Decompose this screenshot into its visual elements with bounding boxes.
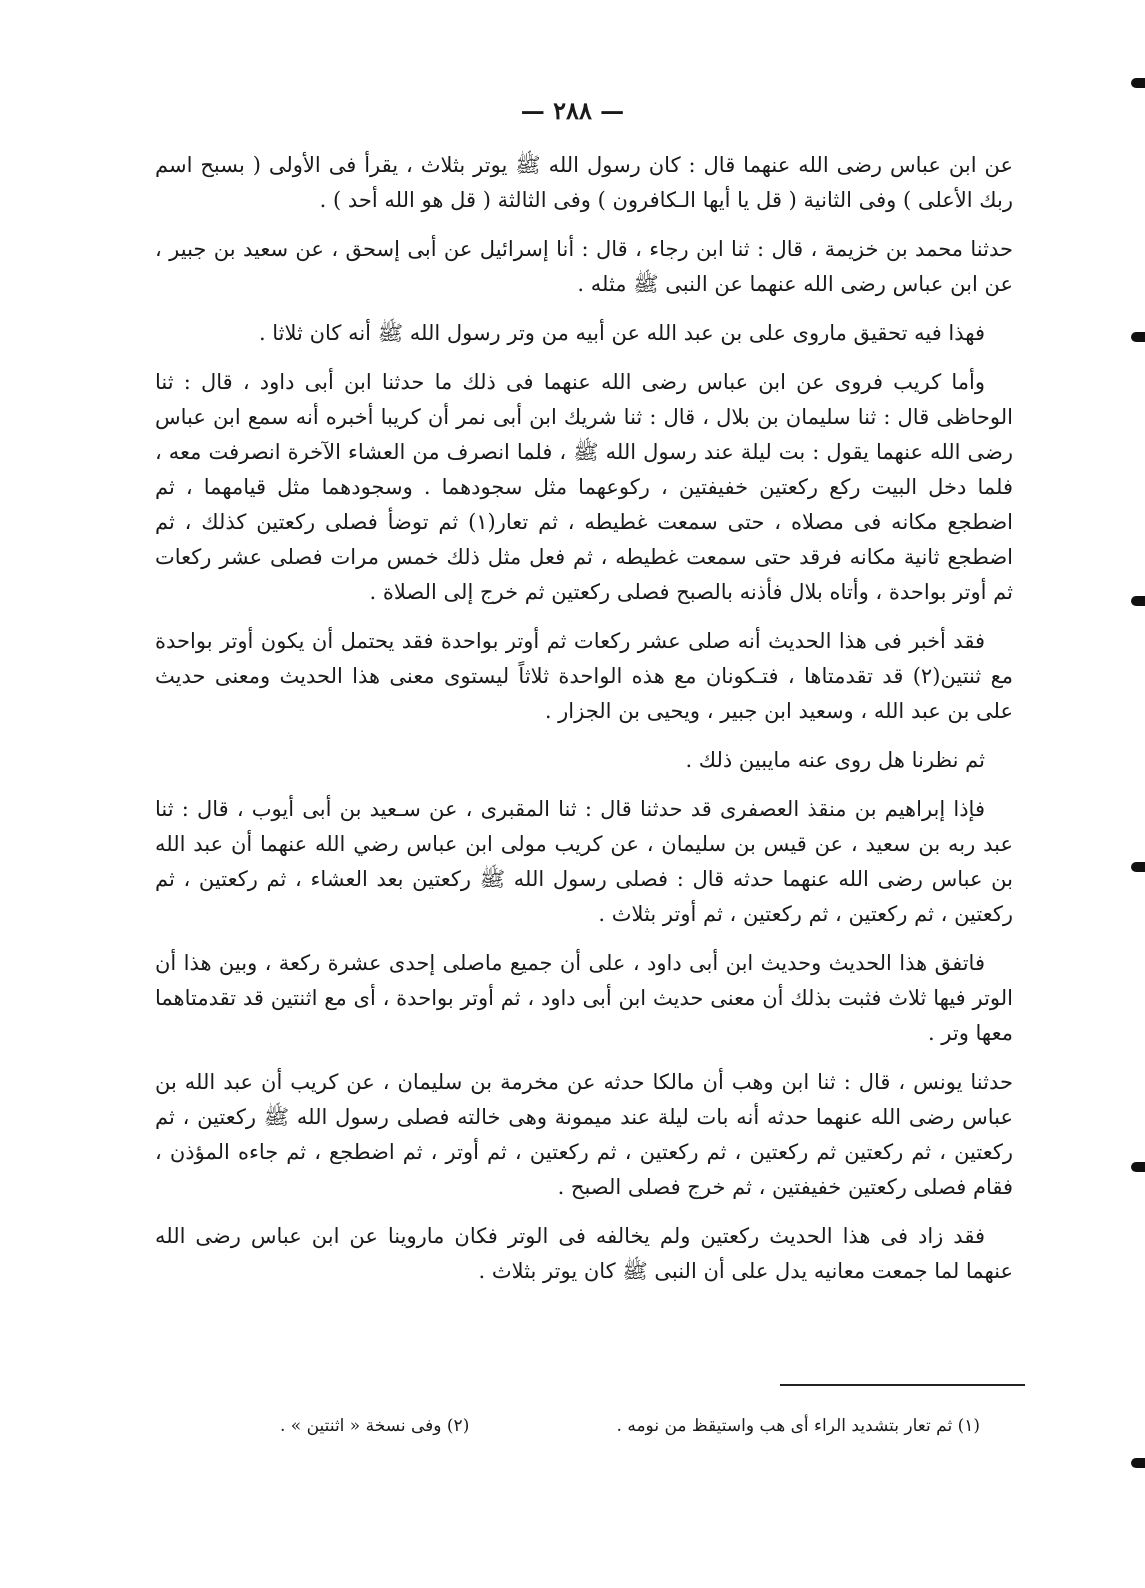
footnote-divider (780, 1384, 1025, 1386)
scan-edge-mark (1131, 1162, 1145, 1172)
scan-edge-mark (1131, 332, 1145, 342)
scan-edge-mark (1131, 596, 1145, 606)
paragraph-2: حدثنا محمد بن خزيمة ، قال : ثنا ابن رجاء ، قال : أنا إسرائيل عن أبى إسحق ، عن سعيد بن جبير ، عن ابن عباس رضى الله عنهما عن النبى ﷺ مثله . (155, 237, 1013, 296)
page-number: — ٢٨٨ — (520, 96, 625, 125)
scan-edge-mark (1131, 1458, 1145, 1468)
scan-edge-mark (1131, 862, 1145, 872)
paragraph-10: فقد زاد فى هذا الحديث ركعتين ولم يخالفه فى الوتر فكان ماروينا عن ابن عباس رضى الله عنهما لما جمعت معانيه يدل على أن النبى ﷺ كان يوتر بثلاث . (155, 1224, 1013, 1283)
paragraph-1: عن ابن عباس رضى الله عنهما قال : كان رسول الله ﷺ يوتر بثلاث ، يقرأ فى الأولى ( بسبح اسم ربك الأعلى ) وفى الثانية ( قل يا أيها الـكافرون ) وفى الثالثة ( قل هو الله أحد ) . (155, 153, 1013, 212)
paragraph-4: وأما كريب فروى عن ابن عباس رضى الله عنهما فى ذلك ما حدثنا ابن أبى داود ، قال : ثنا الوحاظى قال : ثنا سليمان بن بلال ، قال : ثنا شريك ابن أبى نمر أن كريبا أخبره أنه سمع ابن عباس رضى الله عنهما يقول : بت ليلة عند رسول الله ﷺ ، فلما انصرف من العشاء الآخرة انصرفت معه ، فلما دخل البيت ركع ركعتين خفيفتين ، ركوعهما مثل سجودهما . وسجودهما مثل قيامهما ، ثم اضطجع مكانه فى مصلاه ، حتى سمعت غطيطه ، ثم تعار(١) ثم توضأ فصلى ركعتين كذلك ، ثم اضطجع ثانية مكانه فرقد حتى سمعت غطيطه ، ثم فعل مثل ذلك خمس مرات فصلى عشر ركعات ثم أوتر بواحدة ، وأتاه بلال فأذنه بالصبح فصلى ركعتين ثم خرج إلى الصلاة . (155, 370, 1014, 604)
paragraph-8: فاتفق هذا الحديث وحديث ابن أبى داود ، على أن جميع ماصلى إحدى عشرة ركعة ، وبين هذا أن الوتر فيها ثلاث فثبت بذلك أن معنى حديث ابن أبى داود ، ثم أوتر بواحدة ، أى مع اثنتين قد تقدمتاهما معها وتر . (155, 951, 1013, 1045)
paragraph-3: فهذا فيه تحقيق ماروى على بن عبد الله عن أبيه من وتر رسول الله ﷺ أنه كان ثلاثا . (258, 321, 985, 345)
paragraph-6: ثم نظرنا هل روى عنه مايبين ذلك . (685, 748, 985, 772)
scan-edge-mark (1131, 78, 1145, 88)
paragraph-9: حدثنا يونس ، قال : ثنا ابن وهب أن مالكا حدثه عن مخرمة بن سليمان ، عن كريب أن عبد الله بن عباس رضى الله عنهما حدثه أنه بات ليلة عند ميمونة وهى خالته فصلى رسول الله ﷺ ركعتين ، ثم ركعتين ، ثم ركعتين ثم ركعتين ، ثم ركعتين ، ثم ركعتين ، ثم أوتر ، ثم اضطجع ، ثم جاءه المؤذن ، فقام فصلى ركعتين خفيفتين ، ثم خرج فصلى الصبح . (155, 1070, 1013, 1199)
footnote-2: (٢) وفى نسخة « اثنتين » . (280, 1416, 470, 1436)
paragraph-5: فقد أخبر فى هذا الحديث أنه صلى عشر ركعات ثم أوتر بواحدة فقد يحتمل أن يكون أوتر بواحدة مع ثنتين(٢) قد تقدمتاها ، فتـكونان مع هذه الواحدة ثلاثاً ليستوى معنى هذا الحديث ومعنى حديث على بن عبد الله ، وسعيد ابن جبير ، ويحيى بن الجزار . (155, 629, 1013, 723)
footnote-1: (١) ثم تعار بتشديد الراء أى هب واستيقظ من نومه . (616, 1416, 980, 1436)
paragraph-7: فإذا إبراهيم بن منقذ العصفرى قد حدثنا قال : ثنا المقبرى ، عن سـعيد بن أبى أيوب ، قال : ثنا عبد ربه بن سعيد ، عن قيس بن سليمان ، عن كريب مولى ابن عباس رضي الله عنهما أن عبد الله بن عباس رضى الله عنهما حدثه قال : فصلى رسول الله ﷺ ركعتين بعد العشاء ، ثم ركعتين ، ثم ركعتين ، ثم ركعتين ، ثم ركعتين ، ثم أوتر بثلاث . (155, 797, 1013, 926)
body-text (155, 148, 1013, 1303)
